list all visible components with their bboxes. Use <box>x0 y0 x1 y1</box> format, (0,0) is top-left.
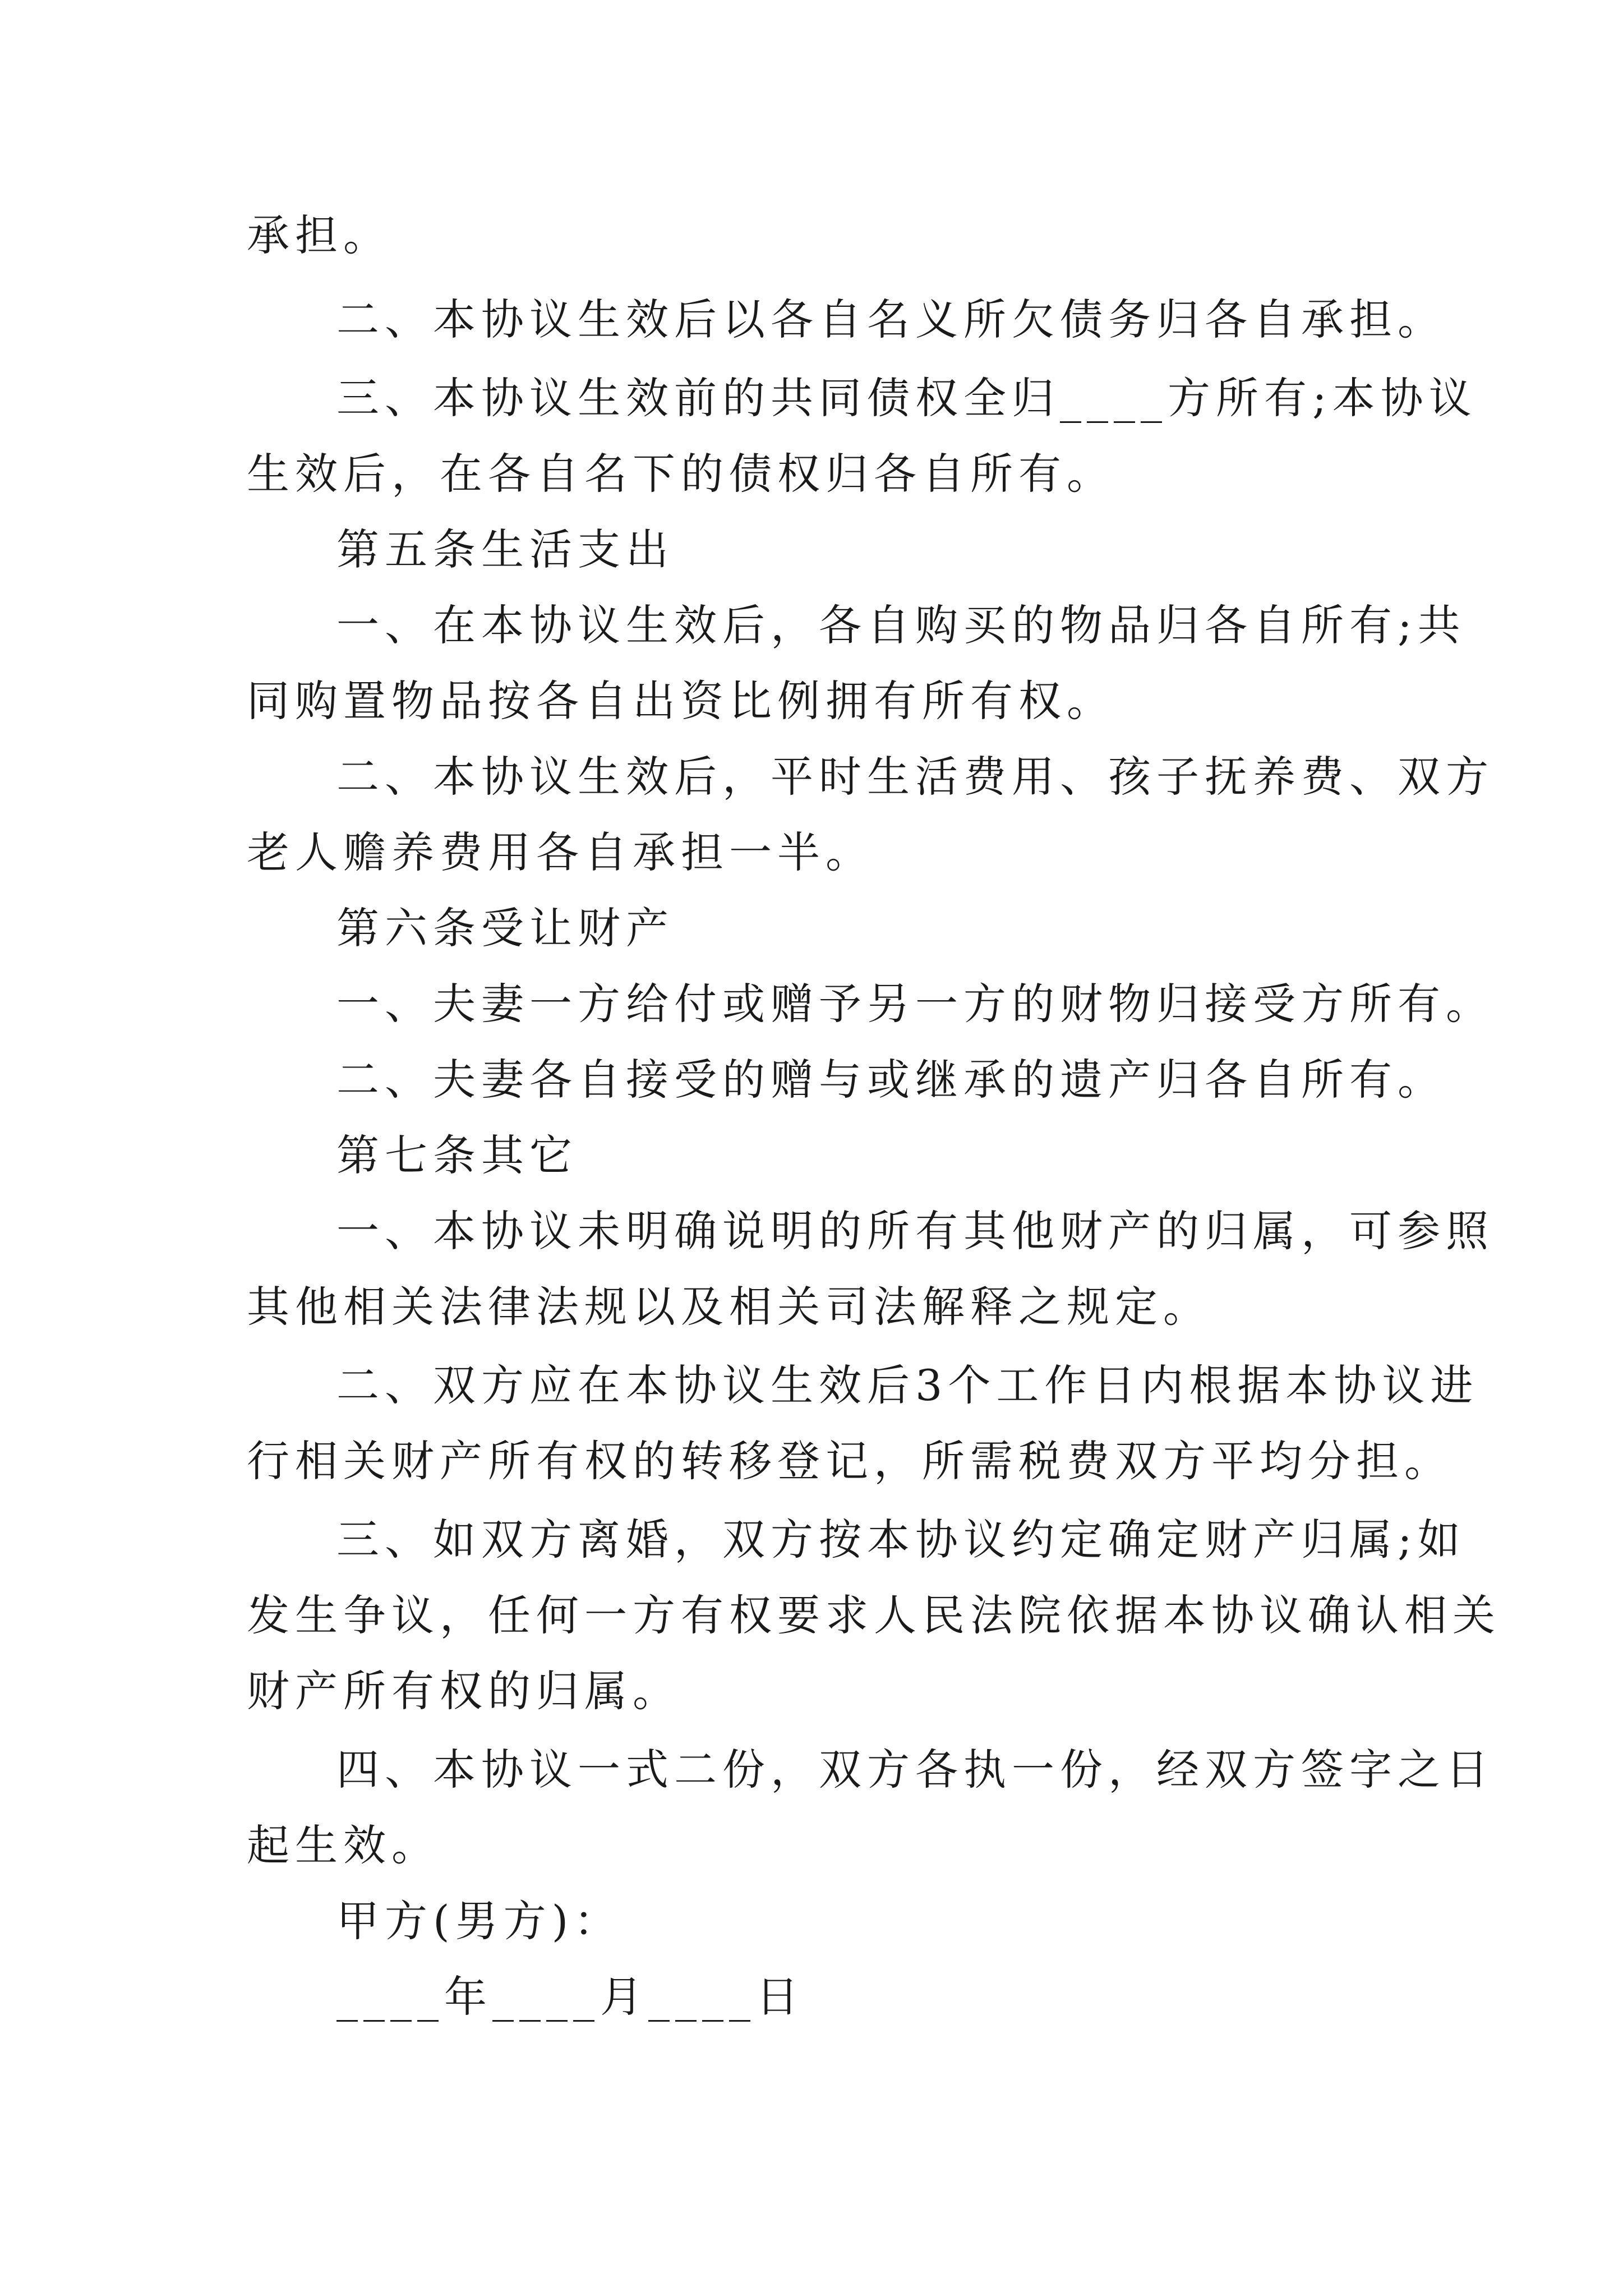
section-heading-5: 第五条生活支出 <box>336 524 674 574</box>
text-line-2: 二、本协议生效后以各自名义所欠债务归各自承担。 <box>336 295 1446 344</box>
text-line-21: 四、本协议一式二份，双方各执一份，经双方签字之日 <box>336 1745 1494 1795</box>
text-line-19: 发生争议，任何一方有权要求人民法院依据本协议确认相关 <box>247 1590 1501 1640</box>
text-line-11: 一、夫妻一方给付或赠予另一方的财物归接受方所有。 <box>336 979 1494 1029</box>
text-line-4: 生效后，在各自名下的债权归各自所有。 <box>247 449 1115 499</box>
text-line-22: 起生效。 <box>247 1820 440 1870</box>
section-heading-6: 第六条受让财产 <box>336 903 674 953</box>
text-line-18: 三、如双方离婚，双方按本协议约定确定财产归属;如 <box>336 1515 1466 1565</box>
party-a-label: 甲方(男方)： <box>336 1896 623 1946</box>
text-line-12: 二、夫妻各自接受的赠与或继承的遗产归各自所有。 <box>336 1055 1446 1105</box>
text-line-3: 三、本协议生效前的共同债权全归____方所有;本协议 <box>336 373 1477 423</box>
text-line-1: 承担。 <box>247 210 391 260</box>
text-line-20: 财产所有权的归属。 <box>247 1666 681 1716</box>
text-line-9: 老人赡养费用各自承担一半。 <box>247 827 874 877</box>
text-line-17: 行相关财产所有权的转移登记，所需税费双方平均分担。 <box>247 1436 1453 1486</box>
text-line-7: 同购置物品按各自出资比例拥有所有权。 <box>247 676 1115 726</box>
text-line-15: 其他相关法律法规以及相关司法解释之规定。 <box>247 1282 1211 1332</box>
text-line-14: 一、本协议未明确说明的所有其他财产的归属，可参照 <box>336 1206 1494 1256</box>
text-line-6: 一、在本协议生效后，各自购买的物品归各自所有;共 <box>336 600 1466 650</box>
text-line-8: 二、本协议生效后，平时生活费用、孩子抚养费、双方 <box>336 752 1494 802</box>
date-line: ____年____月____日 <box>336 1972 804 2022</box>
text-line-16: 二、双方应在本协议生效后3个工作日内根据本协议进 <box>336 1360 1479 1410</box>
section-heading-7: 第七条其它 <box>336 1130 578 1180</box>
